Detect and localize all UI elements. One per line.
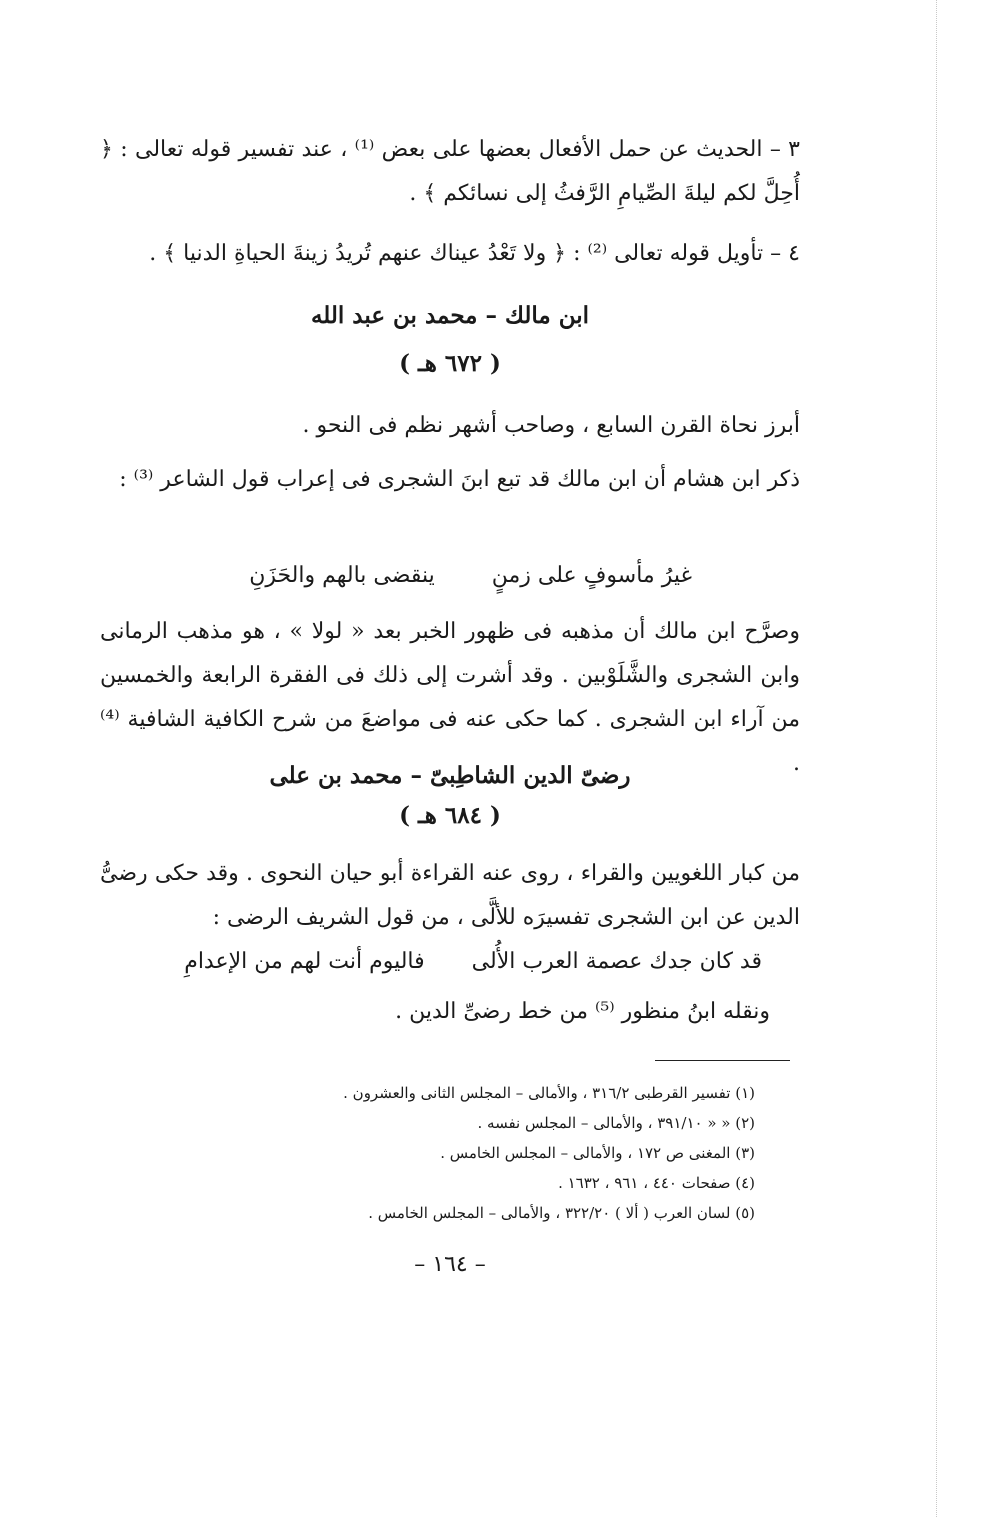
paragraph-ibn-malik-opinion: وصرَّح ابن مالك أن مذهبه فى ظهور الخبر بعد « لولا » ، هو مذهب الرمانى وابن الشجرى والشَّلَوْبين . وقد أشرت إلى ذلك فى الفقرة الرابعة والخمسين من آراء ابن الشجرى . كما حكى عنه فى مواضعَ من شرح الكافية الشافية ⁽⁴⁾ . [100,619,800,776]
footnote-2: (٢) « « ٣٩١/١٠ ، والأمالى – المجلس نفسه . [477,1114,755,1132]
verse-2-first-hemistich: قد كان جدك عصمة العرب الأُلى [471,949,762,974]
verse-1 [100,556,800,596]
footnote-5: (٥) لسان العرب ( ألا ) ٣٢٢/٢٠ ، والأمالى – المجلس الخامس . [368,1204,755,1222]
verse-2-second-hemistich: فاليوم أنت لهم من الإعدامِ [184,949,425,974]
heading-ibn-malik: ابن مالك – محمد بن عبد الله [310,302,590,329]
scan-edge-line [936,0,938,1517]
paragraph-ibn-manzur: ونقله ابنُ منظور ⁽⁵⁾ من خط رضىِّ الدين . [395,999,770,1024]
page-number: – ١٦٤ – [414,1252,486,1277]
paragraph-radi-al-din: من كبار اللغويين والقراء ، روى عنه القراءة أبو حيان النحوى . وقد حكى رضىُّ الدين عن ابن الشجرى تفسيرَه للألَّى ، من قول الشريف الرضى : [100,861,800,930]
footnote-4: (٤) صفحات ٤٤٠ ، ٩٦١ ، ١٦٣٢ . [558,1174,755,1192]
footnote-3: (٣) المغنى ص ١٧٢ ، والأمالى – المجلس الخامس . [440,1144,755,1162]
verse-2 [100,942,800,982]
paragraph-ibn-malik-bio: أبرز نحاة القرن السابع ، وصاحب أشهر نظم فى النحو . [302,413,800,438]
paragraph-ibn-malik-poet: ذكر ابن هشام أن ابن مالك قد تبع ابنَ الشجرى فى إعراب قول الشاعر ⁽³⁾ : [119,467,800,492]
footnote-separator [655,1060,790,1061]
paragraph-item-4: ٤ – تأويل قوله تعالى ⁽²⁾ : ﴿ ولا تَعْدُ عيناك عنهم تُريدُ زينةَ الحياةِ الدنيا ﴾ . [149,241,800,266]
heading-radi-al-din: رضىّ الدين الشاطِبىّ – محمد بن على [269,762,631,789]
paragraph-item-3: ٣ – الحديث عن حمل الأفعال بعضها على بعض ⁽¹⁾ ، عند تفسير قوله تعالى : ﴿ أُحِلَّ لكم ليلةَ الصِّيامِ الرَّفثُ إلى نسائكم ﴾ . [100,137,800,206]
footnote-1: (١) تفسير القرطبى ٣١٦/٢ ، والأمالى – المجلس الثانى والعشرون . [343,1084,755,1102]
verse-1-first-hemistich: غيرُ مأسوفٍ على زمنٍ [491,563,692,588]
verse-1-second-hemistich: ينقضى بالهم والحَزَنِ [249,563,435,588]
heading-ibn-malik-year: ( ٦٧٢ هـ ) [399,350,501,377]
heading-radi-al-din-year: ( ٦٨٤ هـ ) [399,802,501,829]
